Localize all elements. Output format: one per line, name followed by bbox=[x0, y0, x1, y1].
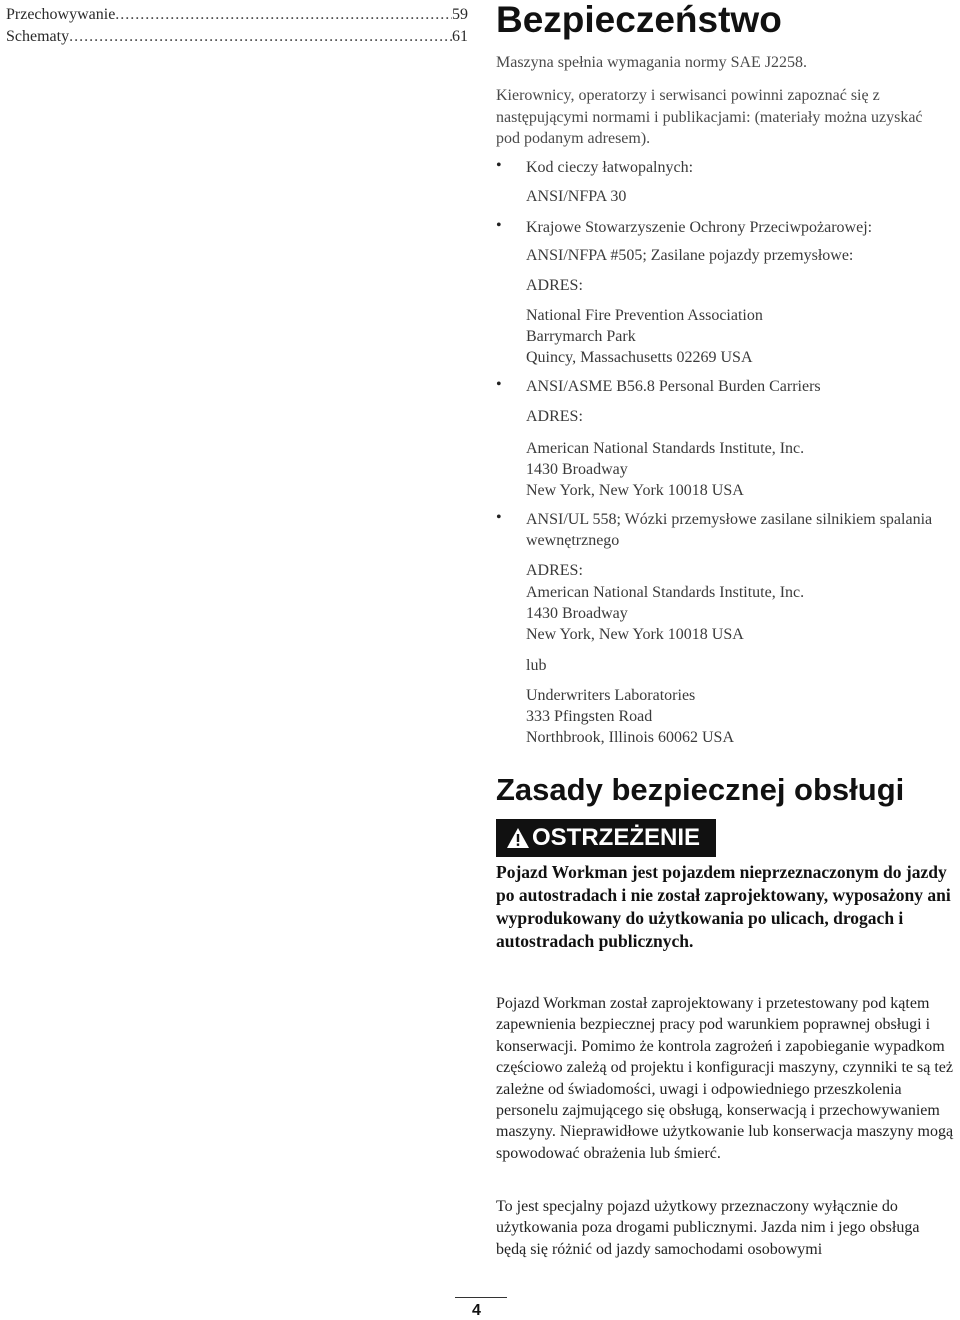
bullet-heading: Krajowe Stowarzyszenie Ochrony Przeciwpożarowej: bbox=[526, 219, 873, 236]
bullet-point: • bbox=[496, 509, 502, 526]
warning-label: OSTRZEŻENIE bbox=[532, 824, 701, 851]
or-separator: lub bbox=[526, 657, 547, 674]
toc-entry-label: Przechowywanie bbox=[6, 6, 116, 23]
address-line: Northbrook, Illinois 60062 USA bbox=[526, 729, 734, 746]
address-line: American National Standards Institute, Inc. bbox=[526, 584, 805, 601]
toc-entry[interactable] bbox=[6, 26, 468, 48]
toc-leader-dots bbox=[115, 4, 452, 26]
safety-heading: Bezpieczeństwo bbox=[496, 0, 782, 40]
toc-entry-label: Schematy bbox=[6, 28, 70, 45]
toc-leader-dots bbox=[69, 26, 452, 48]
bullet-point: • bbox=[496, 376, 502, 393]
address-line: 1430 Broadway bbox=[526, 605, 628, 622]
warning-triangle-icon bbox=[506, 826, 530, 850]
toc-entry-page: 59 bbox=[452, 6, 468, 23]
address-label: ADRES: bbox=[526, 562, 583, 579]
address-line: New York, New York 10018 USA bbox=[526, 626, 744, 643]
bullet-heading: ANSI/UL 558; Wózki przemysłowe zasilane silnikiem spalania wewnętrznego bbox=[526, 511, 933, 549]
standard-code: ANSI/NFPA 30 bbox=[526, 188, 627, 205]
address-label: ADRES: bbox=[526, 408, 583, 425]
address-line: Quincy, Massachusetts 02269 USA bbox=[526, 349, 753, 366]
address-line: National Fire Prevention Association bbox=[526, 307, 763, 324]
address-line: New York, New York 10018 USA bbox=[526, 482, 744, 499]
bullet-heading: ANSI/ASME B56.8 Personal Burden Carriers bbox=[526, 378, 821, 395]
standard-code: ANSI/NFPA #505; Zasilane pojazdy przemysłowe: bbox=[526, 247, 854, 264]
address-label: ADRES: bbox=[526, 277, 583, 294]
bullet-point: • bbox=[496, 217, 502, 234]
operation-paragraph: To jest specjalny pojazd użytkowy przeznaczony wyłącznie do użytkowania poza drogami publicznymi. Jazda nim i jego obsługa będą się różnić od jazdy samochodami osobowymi bbox=[496, 1198, 920, 1258]
safe-operation-heading: Zasady bezpiecznej obsługi bbox=[496, 772, 905, 807]
address-line: Barrymarch Park bbox=[526, 328, 636, 345]
address-line: 1430 Broadway bbox=[526, 461, 628, 478]
operation-paragraph: Pojazd Workman został zaprojektowany i przetestowany pod kątem zapewnienia bezpiecznej pracy pod warunkiem poprawnej obsługi i konserwacji. Pomimo że kontrola zagrożeń i zapobieganie wypadkom częściowo zależą od projektu i konfiguracji maszyny, czynniki te są też zależne od świadomości, uwagi i odpowiedniego przeszkolenia personelu zajmującego się obsługą, konserwacją i przechowywaniem maszyny. Nieprawidłowe użytkowanie lub konserwacja maszyny mogą spowodować obrażenia lub śmierć. bbox=[496, 995, 954, 1162]
bullet-heading: Kod cieczy łatwopalnych: bbox=[526, 159, 694, 176]
page-number-rule bbox=[455, 1297, 507, 1298]
safety-paragraph: Kierownicy, operatorzy i serwisanci powinni zapoznać się z następującymi normami i publikacjami: (materiały można uzyskać pod podanym adresem). bbox=[496, 87, 923, 147]
table-of-contents bbox=[6, 4, 468, 48]
bullet-point: • bbox=[496, 157, 502, 174]
page-number: 4 bbox=[472, 1302, 481, 1319]
address-line: American National Standards Institute, Inc. bbox=[526, 440, 805, 457]
safety-intro: Maszyna spełnia wymagania normy SAE J2258. bbox=[496, 54, 808, 71]
warning-banner bbox=[496, 819, 716, 857]
toc-entry[interactable] bbox=[6, 4, 468, 26]
warning-text: Pojazd Workman jest pojazdem nieprzeznaczonym do jazdy po autostradach i nie został zaprojektowany, wyposażony ani wyprodukowany do użytkowania po ulicach, drogach i autostradach publicznych. bbox=[496, 862, 951, 951]
toc-entry-page: 61 bbox=[452, 28, 468, 45]
address-line: 333 Pfingsten Road bbox=[526, 708, 653, 725]
address-line: Underwriters Laboratories bbox=[526, 687, 696, 704]
